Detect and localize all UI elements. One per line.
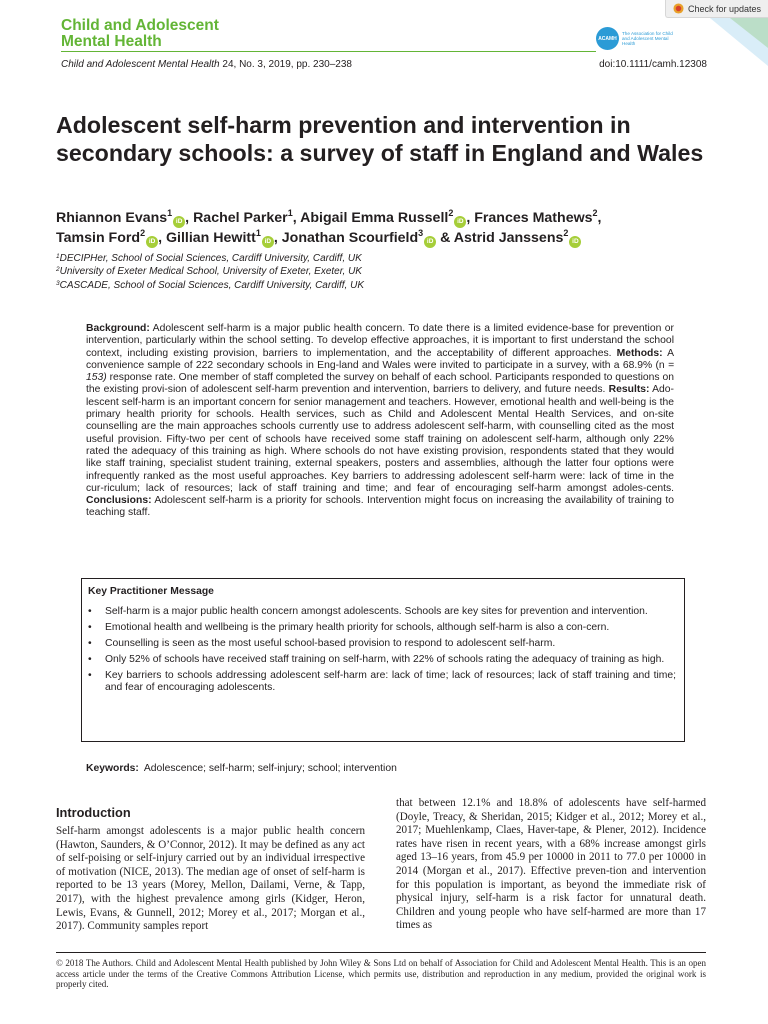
- corner-decoration: [710, 18, 768, 66]
- copyright-footer: © 2018 The Authors. Child and Adolescent Mental Health published by John Wiley & Sons Ltd on behalf of Association for Child and Adolescent Mental Health. This is an open access article under the terms of the Creative Commons Attribution License, which permits use, distribution and reproduction in any medium, provided the original work is properly cited.: [56, 958, 706, 989]
- orcid-icon[interactable]: iD: [569, 236, 581, 248]
- orcid-icon[interactable]: iD: [262, 236, 274, 248]
- acamh-logo-caption: The Association for Child and Adolescent Mental Health: [622, 30, 673, 47]
- author-list: [56, 208, 716, 248]
- doi[interactable]: doi:10.1111/camh.12308: [599, 59, 707, 70]
- key-practitioner-message-item: • Counselling is seen as the most useful school-based provision to respond to adolescent self-harm.: [86, 638, 676, 650]
- key-practitioner-message-item: • Only 52% of schools have received staff training on self-harm, with 22% of schools rating the adequacy of training as high.: [86, 654, 676, 666]
- citation-journal: Child and Adolescent Mental Health: [61, 59, 220, 70]
- author-separator: ,: [158, 230, 166, 246]
- abstract-conclusions-text: Adolescent self-harm is a priority for schools. Intervention might focus on increasing the availability of training to teaching staff.: [86, 495, 674, 519]
- author-affiliation-number: 2: [448, 208, 454, 218]
- abstract-methods-label: Methods:: [616, 347, 663, 359]
- key-practitioner-message-item: • Emotional health and wellbeing is the primary health priority for schools, although self-harm is also a con-cern.: [86, 622, 676, 634]
- footer-rule: [56, 952, 706, 953]
- affiliation-number: 2: [56, 266, 60, 274]
- affiliation-number: 3: [56, 279, 60, 287]
- acamh-logo: [596, 27, 676, 50]
- author-affiliation-number: 3: [418, 228, 424, 238]
- journal-brand-line1: Child and Adolescent: [61, 17, 219, 34]
- author-separator: &: [436, 230, 454, 246]
- key-practitioner-message-item: • Key barriers to schools addressing adolescent self-harm are: lack of time; lack of resources; lack of staff training and time; and fear of encouraging adolescents.: [86, 670, 676, 695]
- author-name: Gillian Hewitt: [165, 230, 256, 246]
- author-separator: ,: [597, 210, 602, 226]
- header-rule: [61, 51, 596, 52]
- keywords-text: Adolescence; self-harm; self-injury; school; intervention: [143, 763, 397, 774]
- affiliation-text: DECIPHer, School of Social Sciences, Cardiff University, Cardiff, UK: [59, 253, 362, 264]
- author-name: Tamsin Ford: [56, 230, 141, 246]
- author-affiliation-number: 1: [287, 208, 293, 218]
- author-separator: ,: [466, 210, 475, 226]
- abstract-background-text: Adolescent self-harm is a major public health concern. To date there is a limited evidence-base for prevention or intervention, particularly within the school setting. To develop effective approaches, it is important to first understand the school context, including existing provision, barriers to implementation, and the acceptability of different approaches.: [86, 323, 674, 359]
- author-name: Jonathan Scourfield: [281, 230, 419, 246]
- author-name: Rhiannon Evans: [56, 210, 168, 226]
- abstract: [86, 323, 674, 520]
- affiliation-number: 1: [56, 253, 60, 260]
- introduction-heading: Introduction: [56, 805, 131, 820]
- article-title: Adolescent self-harm prevention and intervention in secondary schools: a survey of staff in England and Wales: [56, 112, 704, 166]
- author-affiliation-number: 2: [563, 228, 569, 238]
- author-affiliation-number: 2: [140, 228, 146, 238]
- author-affiliation-number: 1: [167, 208, 173, 218]
- journal-brand-line2: Mental Health: [61, 33, 162, 50]
- acamh-logo-mark: ACAMH: [596, 27, 619, 50]
- journal-citation: [61, 59, 352, 70]
- affiliation-line: [56, 279, 364, 292]
- citation-details: 24, No. 3, 2019, pp. 230–238: [222, 59, 352, 70]
- abstract-methods-text-b: response rate. One member of staff completed the survey on behalf of each school. Participants responded to questions on the existing provi-sion of adolescent self-harm prevention and intervention, barriers to delivery, and future needs.: [86, 372, 674, 396]
- key-practitioner-message-title: Key Practitioner Message: [88, 586, 214, 597]
- abstract-background-label: Background:: [86, 323, 150, 334]
- author-separator: ,: [292, 210, 301, 226]
- keywords: [86, 763, 397, 774]
- author-name: Astrid Janssens: [453, 230, 564, 246]
- affiliation-text: CASCADE, School of Social Sciences, Cardiff University, Cardiff, UK: [59, 279, 364, 291]
- author-separator: ,: [185, 210, 194, 226]
- author-separator: ,: [273, 230, 282, 246]
- check-updates-icon: [673, 3, 684, 14]
- affiliation-line: [56, 265, 364, 278]
- check-updates-label: Check for updates: [688, 3, 762, 14]
- orcid-icon[interactable]: iD: [424, 236, 436, 248]
- keywords-label: Keywords:: [86, 763, 139, 774]
- abstract-results-label: Results:: [608, 384, 650, 396]
- author-affiliation-number: 1: [255, 228, 261, 238]
- affiliations: [56, 252, 364, 292]
- check-for-updates-button[interactable]: [665, 0, 768, 18]
- abstract-methods-n: = 153): [86, 359, 674, 384]
- affiliation-line: [56, 252, 364, 265]
- author-name: Rachel Parker: [193, 210, 288, 226]
- abstract-results-text: Ado-lescent self-harm is an important concern for senior management and teachers. However, emotional health and well-being is the primary health priority for schools. Health services, such as Child and Adolescent Mental Health Services, and on-site counselling are the main approaches schools currently use to address adolescent self-harm, with counselling cited as the most useful provision. Fifty-two per cent of schools have received some staff training on adolescent self-harm, although only 22% rated the adequacy of this training as high. Where schools do not have existing provision, respondents stated that they would like staff training, specialist student training, external speakers, posters and assemblies, although the latter four options were infrequently ranked as the most useful approaches. Key barriers to addressing adolescent self-harm were: lack of time in the cur-riculum; lack of resources; lack of staff training and time; and fear of encouraging self-harm amongst adoles-cents.: [86, 384, 674, 494]
- author-name: Frances Mathews: [474, 210, 593, 226]
- orcid-icon[interactable]: iD: [146, 236, 158, 248]
- abstract-methods-text-a: A convenience sample of 222 secondary schools in Eng-land and Wales were invited to participate in a survey, with a 68.9% (n: [86, 347, 674, 371]
- author-affiliation-number: 2: [592, 208, 598, 218]
- affiliation-text: University of Exeter Medical School, University of Exeter, Exeter, UK: [59, 266, 362, 278]
- abstract-conclusions-label: Conclusions:: [86, 495, 152, 507]
- key-practitioner-message-list: [86, 606, 676, 698]
- introduction-right-column: that between 12.1% and 18.8% of adolescents have self-harmed (Doyle, Treacy, & Sheridan, 2015; Kidger et al., 2012; Morey et al., 2017; Muehlenkamp, Claes, Haver-tape, & Plener, 2012). Incidence rates have risen in recent years, with a 68% increase amongst girls aged 13–16 years, from 45.9 per 10000 in 2011 to 77.0 per 10000 in 2014 (Morgan et al., 2017). Effective preven-tion and intervention for this population is important, as beyond the immediate risk of physical injury, self-harm is a risk factor for unnatural death. Children and young people who have self-harmed are more than 17 times as: [396, 797, 706, 932]
- author-name: Abigail Emma Russell: [300, 210, 449, 226]
- journal-brand: [61, 18, 219, 50]
- key-practitioner-message-item: • Self-harm is a major public health concern amongst adolescents. Schools are key sites for prevention and intervention.: [86, 606, 676, 618]
- orcid-icon[interactable]: iD: [454, 216, 466, 228]
- introduction-left-column: Self-harm amongst adolescents is a major public health concern (Hawton, Saunders, & O’Connor, 2012). It may be defined as any act of self-poising or self-injury carried out by an individual irrespective of motivation (NICE, 2013). The median age of onset of self-harm is reported to be 13 years (Morey, Mellon, Dailami, Verne, & Tapp, 2017), with the highest prevalence among girls (Kidger, Heron, Lewis, Evans, & Gunnell, 2012; Morey et al., 2017; Morgan et al., 2017). Community samples report: [56, 825, 365, 933]
- orcid-icon[interactable]: iD: [173, 216, 185, 228]
